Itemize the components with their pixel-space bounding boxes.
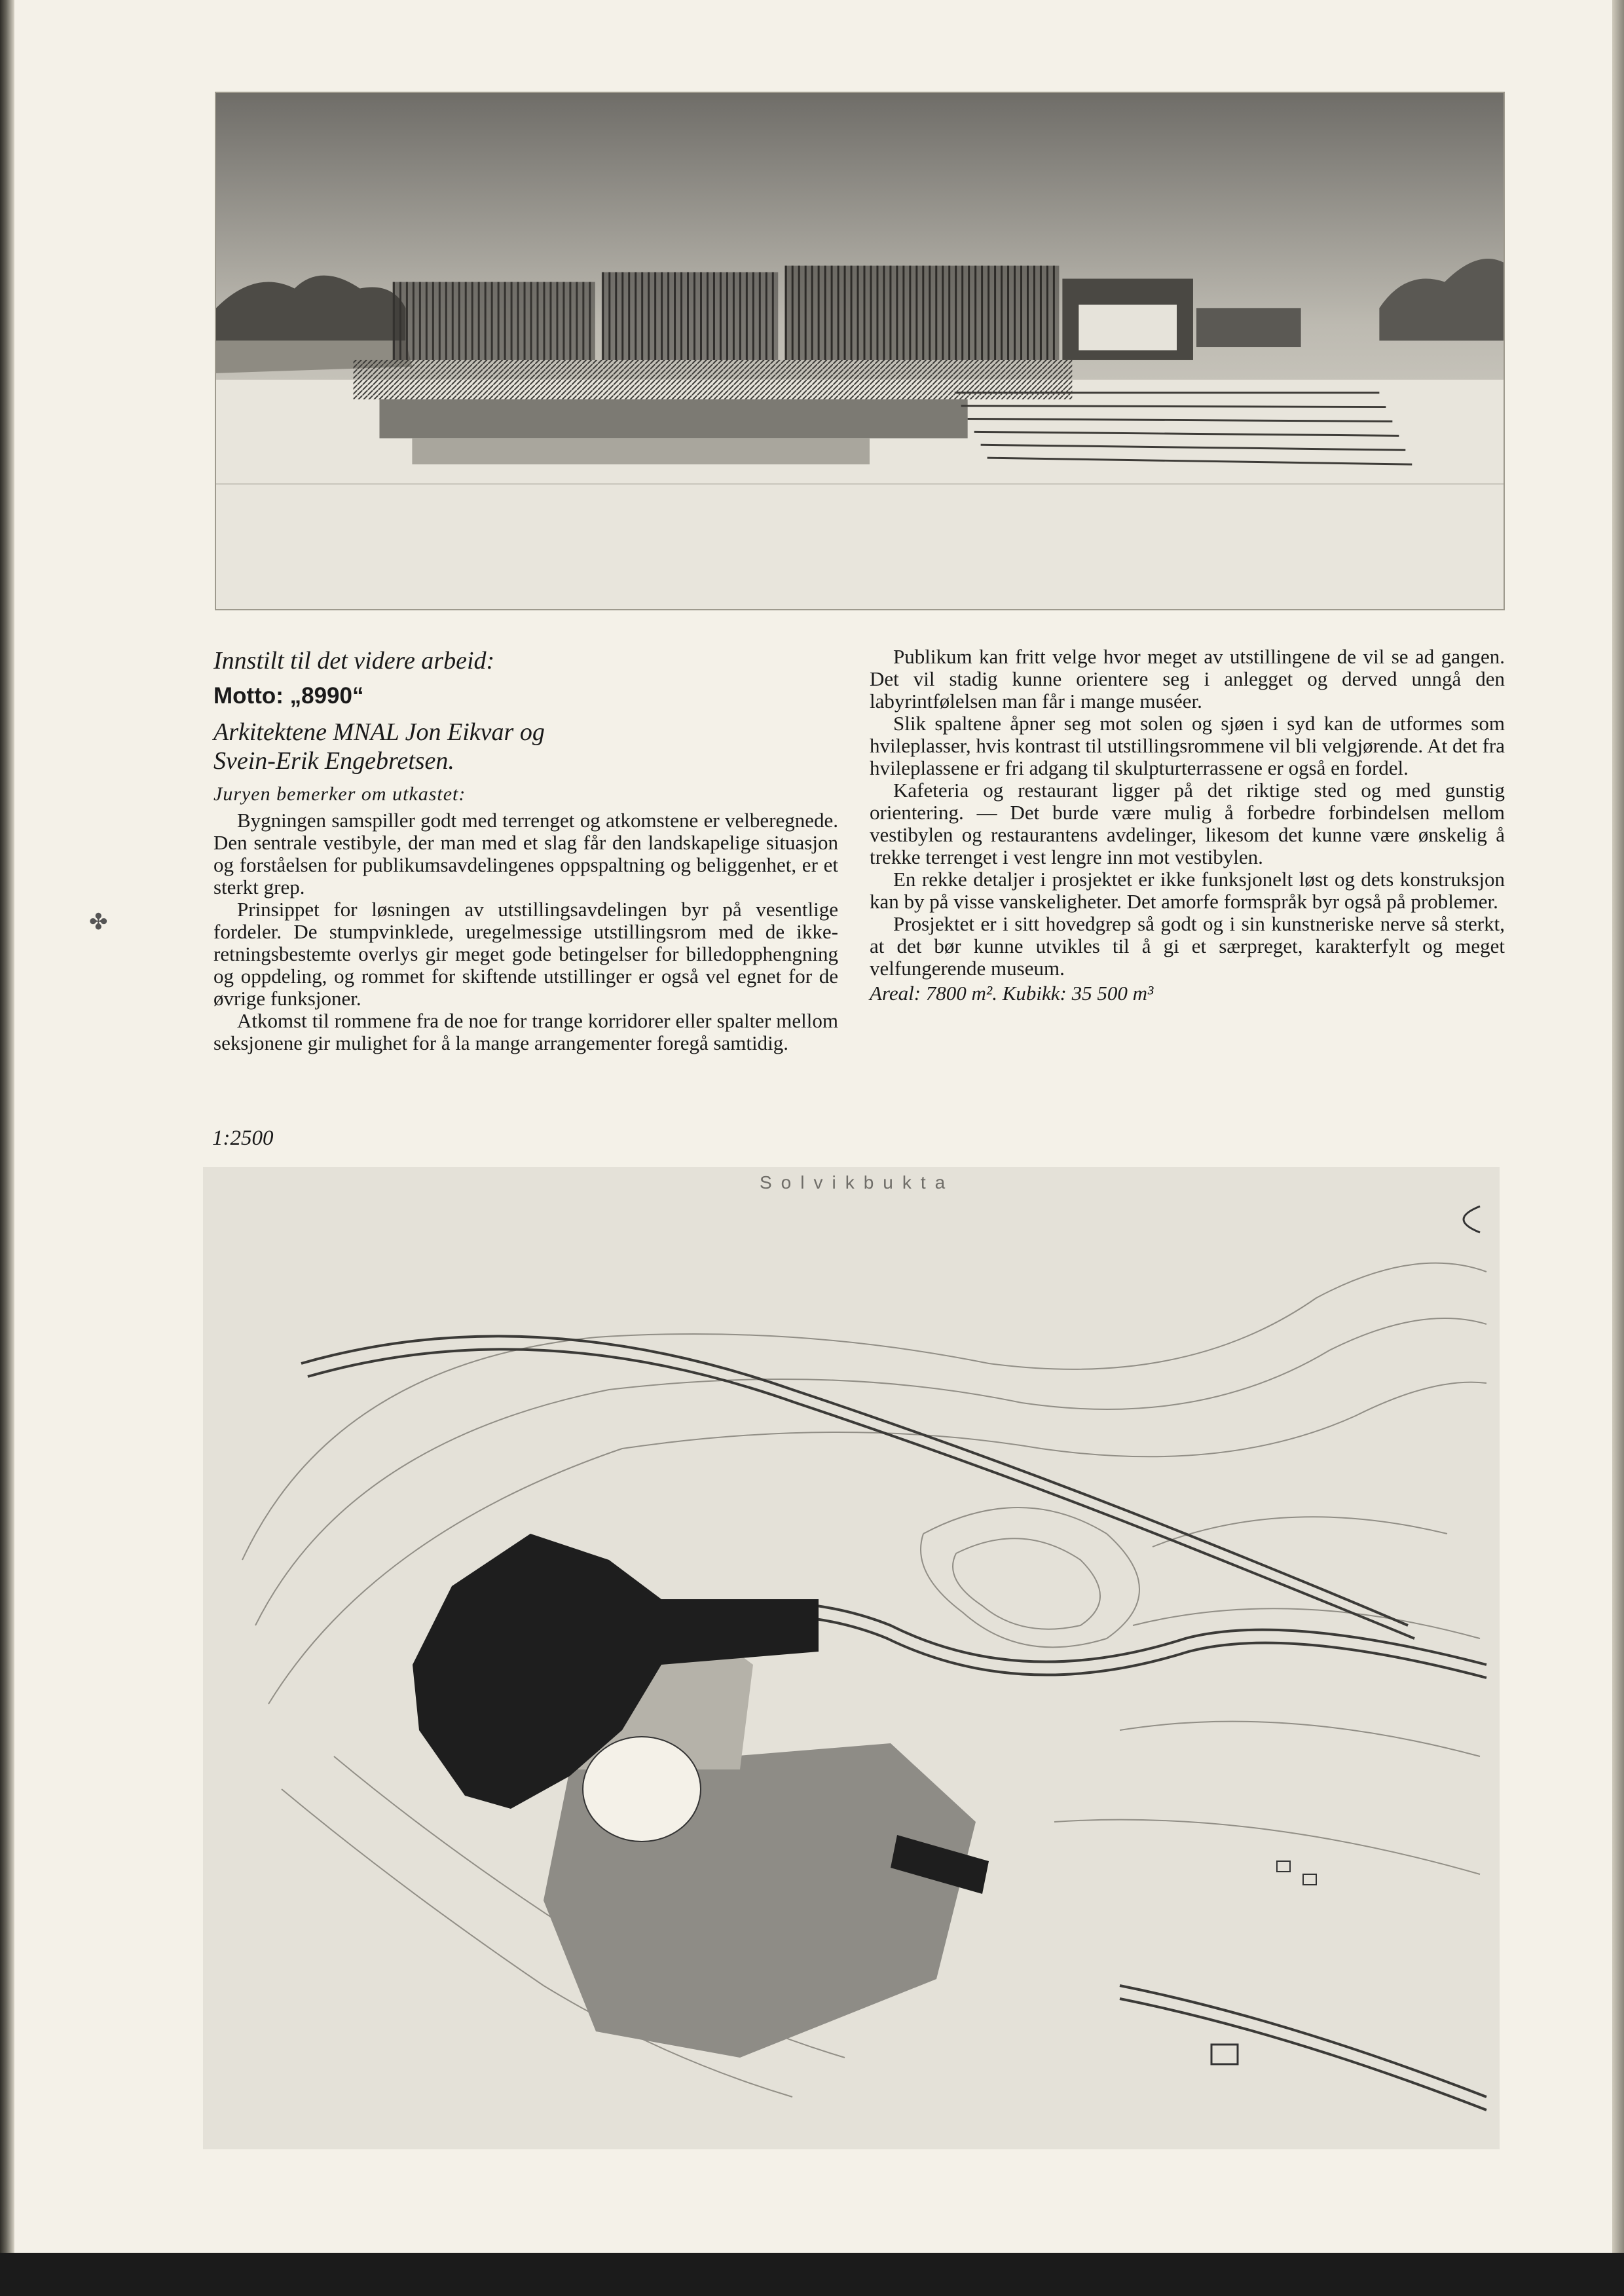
paragraph: Prosjektet er i sitt hovedgrep så godt og i sin kunstneriske nerve så sterkt, at det bør kunne utvikles til å gi et særpreget, karakterfylt og meget velfungerende museum.	[870, 912, 1505, 980]
left-text-column	[213, 646, 838, 1054]
architects-line-1: Arkitektene MNAL Jon Eikvar og	[213, 718, 545, 746]
place-label: Solvikbukta	[760, 1172, 955, 1193]
paragraph: Publikum kan fritt velge hvor meget av utstillingene de vil se ad gangen. Det vil stadig kunne orientere seg i anlegget og derved unngå den labyrintfølelsen man får i mange muséer.	[870, 645, 1505, 713]
site-plan-drawing	[203, 1167, 1500, 2149]
paragraph: Atkomst til rommene fra de noe for trange korridorer eller spalter mellom seksjonene gir mulighet for å la mange arrangementer foregå samtidig.	[213, 1009, 838, 1054]
architects-line-2: Svein-Erik Engebretsen.	[213, 747, 454, 775]
scale-label: 1:2500	[212, 1126, 274, 1150]
paragraph: Kafeteria og restaurant ligger på det riktige sted og med gunstig orientering. — Det burde være mulig å forbedre forbindelsen mellom vestibylen og restaurantens avdelinger, likesom det kunne være ønskelig å trekke terrenget i vest lengre inn mot vestibylen.	[870, 779, 1505, 868]
area-volume-line: Areal: 7800 m². Kubikk: 35 500 m³	[870, 982, 1154, 1005]
page-outer-edge	[1612, 0, 1624, 2253]
page-binding-edge	[0, 0, 14, 2253]
paragraph: En rekke detaljer i prosjektet er ikke funksjonelt løst og dets konstruksjon kan by på visse vanskeligheter. Det amorfe formspråk byr også på problemer.	[870, 868, 1505, 913]
paragraph: Bygningen samspiller godt med terrenget og atkomstene er velberegnede. Den sentrale vestibyle, der man med et slag får den landskapelige situasjon og forståelsen for publikumsavdelingenes oppspaltning og beliggenhet, er et sterkt grep.	[213, 809, 838, 898]
recommendation-heading: Innstilt til det videre arbeid:	[213, 647, 495, 675]
paragraph: Prinsippet for løsningen av utstillingsavdelingen byr på vesentlige fordeler. De stumpvinklede, uregelmessige utstillingsrom med de ikke-retningsbestemte overlys gir meget gode betingelser for billedopphengning og oppdeling, og rommet for skiftende utstillinger er også vel egnet for de øvrige funksjoner.	[213, 898, 838, 1010]
museum-perspective-drawing	[215, 92, 1505, 610]
right-text-column	[870, 646, 1505, 1005]
motto-line: Motto: „8990“	[213, 683, 364, 709]
scan-bottom-border	[0, 2253, 1624, 2296]
paragraph: Slik spaltene åpner seg mot solen og sjøen i syd kan de utformes som hvileplasser, hvis kontrast til utstillingsrommene vil bli velgjørende. At det fra hvileplassene er fri adgang til skulpturterrassene er også en fordel.	[870, 712, 1505, 779]
architects-line	[213, 718, 838, 775]
page-margin-mark: ✤	[89, 910, 108, 935]
jury-label: Juryen bemerker om utkastet:	[213, 783, 466, 805]
